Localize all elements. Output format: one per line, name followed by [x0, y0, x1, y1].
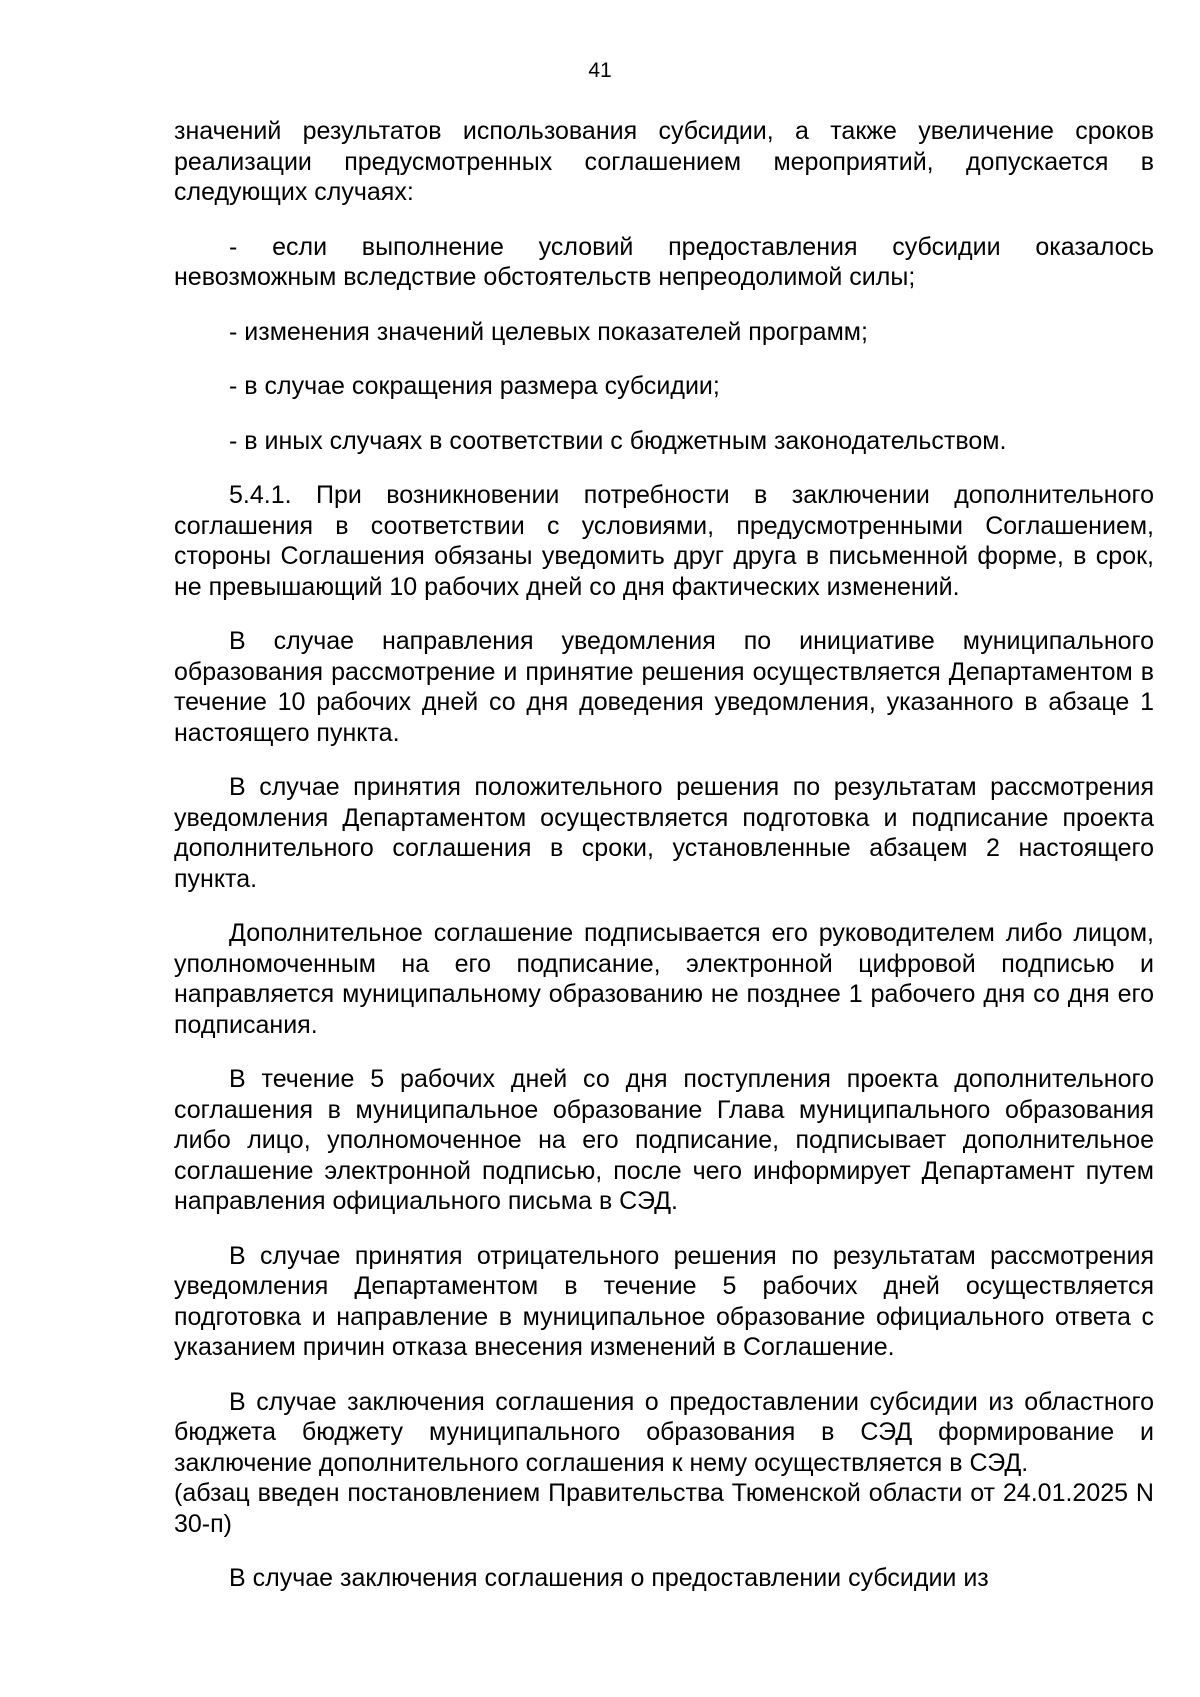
- page-number: 41: [588, 59, 612, 82]
- paragraph-notification-initiative: В случае направления уведомления по инициативе муниципального образования рассмотрение и принятие решения осуществляется Департаментом в течение 10 рабочих дней со дня доведения уведомления, указанного в абзаце 1 настоящего пункта.: [174, 627, 1154, 747]
- paragraph-continuation: значений результатов использования субсидии, а также увеличение сроков реализации предусмотренных соглашением мероприятий, допускается в следующих случаях:: [174, 117, 1154, 206]
- paragraph-positive-decision: В случае принятия положительного решения по результатам рассмотрения уведомления Департаментом осуществляется подготовка и подписание проекта дополнительного соглашения в сроки, установленные абзацем 2 настоящего пункта.: [174, 773, 1154, 893]
- paragraph-signing: Дополнительное соглашение подписывается его руководителем либо лицом, уполномоченным на его подписание, электронной цифровой подписью и направляется муниципальному образованию не позднее 1 рабочего дня со дня его подписания.: [174, 919, 1154, 1039]
- paragraph-sed-agreement-continued: В случае заключения соглашения о предоставлении субсидии из: [229, 1564, 989, 1592]
- paragraph-five-days: В течение 5 рабочих дней со дня поступления проекта дополнительного соглашения в муниципальное образование Глава муниципального образования либо лицо, уполномоченное на его подписание, подписывает дополнительное соглашение электронной подписью, после чего информирует Департамент путем направления официального письма в СЭД.: [174, 1065, 1154, 1215]
- list-item-target-indicators: - изменения значений целевых показателей программ;: [229, 317, 868, 346]
- paragraph-negative-decision: В случае принятия отрицательного решения по результатам рассмотрения уведомления Департаментом в течение 5 рабочих дней осуществляется подготовка и направление в муниципальное образование официального ответа с указанием причин отказа внесения изменений в Соглашение.: [174, 1241, 1154, 1361]
- paragraph-sed-agreement: В случае заключения соглашения о предоставлении субсидии из областного бюджета бюджету муниципального образования в СЭД формирование и заключение дополнительного соглашения к нему осуществляется в СЭД.: [174, 1387, 1154, 1477]
- list-item-force-majeure: - если выполнение условий предоставления субсидии оказалось невозможным вследствие обстоятельств непреодолимой силы;: [174, 232, 1154, 291]
- list-item-other-cases: - в иных случаях в соответствии с бюджетным законодательством.: [229, 426, 1007, 455]
- paragraph-5-4-1: 5.4.1. При возникновении потребности в заключении дополнительного соглашения в соответствии с условиями, предусмотренными Соглашением, стороны Соглашения обязаны уведомить друг друга в письменной форме, в срок, не превышающий 10 рабочих дней со дня фактических изменений.: [174, 481, 1154, 601]
- amendment-note: (абзац введен постановлением Правительства Тюменской области от 24.01.2025 N 30-п): [174, 1479, 1154, 1538]
- list-item-subsidy-reduction: - в случае сокращения размера субсидии;: [229, 372, 720, 400]
- document-body: [174, 116, 1154, 1594]
